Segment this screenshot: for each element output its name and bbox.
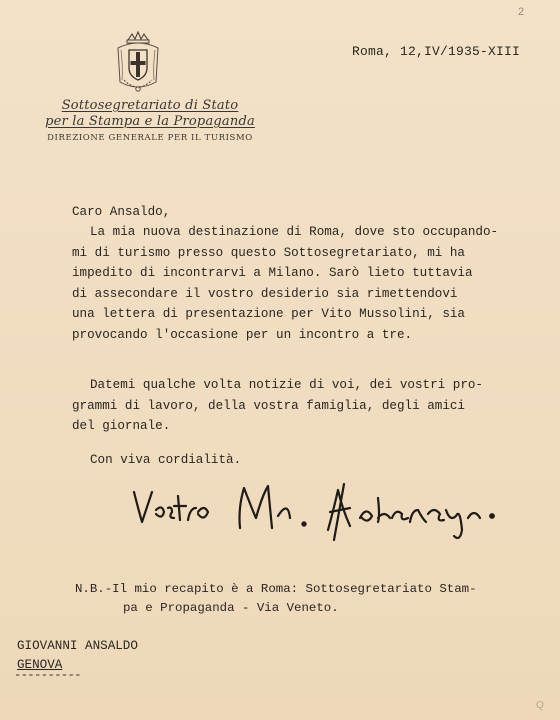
note-line: N.B.-Il mio recapito è a Roma: Sottosegretariato Stam- <box>75 582 477 596</box>
paragraph-2 <box>72 375 552 437</box>
paragraph-line: Datemi qualche volta notizie di voi, dei vostri pro- <box>90 378 483 392</box>
paragraph-line: una lettera di presentazione per Vito Mussolini, sia <box>72 307 465 321</box>
handwritten-signature <box>128 478 528 548</box>
salutation: Caro Ansaldo, <box>72 205 171 219</box>
paragraph-line: grammi di lavoro, della vostra famiglia, degli amici <box>72 398 465 413</box>
paragraph-line: del giornale. <box>72 419 171 433</box>
paragraph-line: mi di turismo presso questo Sottosegretariato, mi ha <box>72 245 465 260</box>
postscript-note <box>75 580 477 618</box>
closing: Con viva cordialità. <box>90 453 242 467</box>
paragraph-line: impedito di incontrarvi a Milano. Sarò lieto tuttavia <box>72 266 473 280</box>
letterhead-direction: DIREZIONE GENERALE PER IL TURISMO <box>47 133 253 143</box>
paragraph-line: La mia nuova destinazione di Roma, dove sto occupando- <box>90 225 499 239</box>
paragraph-line: di assecondare il vostro desiderio sia rimettendovi <box>72 286 458 301</box>
corner-mark: Q <box>536 700 544 711</box>
date-line: Roma, 12,IV/1935-XIII <box>352 44 521 59</box>
letterhead <box>40 98 260 145</box>
letterhead-ministry: Sottosegretariato di Stato <box>61 98 239 113</box>
note-line: pa e Propaganda - Via Veneto. <box>123 601 339 615</box>
addressee-name: GIOVANNI ANSALDO <box>17 639 138 653</box>
addressee-city: GENOVA <box>17 658 63 672</box>
coat-of-arms-icon <box>110 30 166 96</box>
paragraph-line: provocando l'occasione per un incontro a tre. <box>72 327 413 342</box>
underline-dashes: ---------- <box>14 668 82 682</box>
paragraph-1 <box>72 222 552 345</box>
page-number: 2 <box>518 6 525 18</box>
letterhead-department: per la Stampa e la Propaganda <box>45 114 255 129</box>
